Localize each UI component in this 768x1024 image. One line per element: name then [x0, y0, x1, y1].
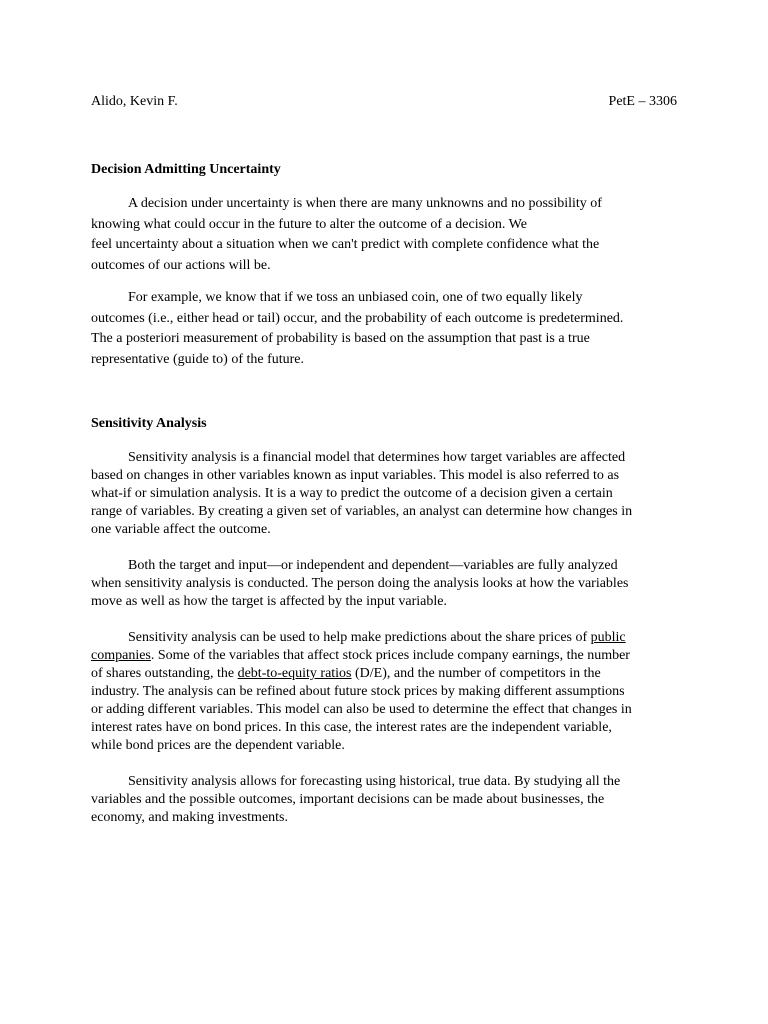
text-line: or adding different variables. This model can also be used to determine the effect that changes in [91, 702, 632, 717]
text-line [91, 665, 681, 683]
text-line: when sensitivity analysis is conducted. The person doing the analysis looks at how the variables [91, 576, 629, 591]
paragraph-variables [91, 557, 681, 611]
text-line: knowing what could occur in the future to alter the outcome of a decision. We [91, 216, 527, 232]
text-line: Sensitivity analysis allows for forecasting using historical, true data. By studying all the [128, 774, 621, 789]
text-line: For example, we know that if we toss an unbiased coin, one of two equally likely [128, 290, 583, 305]
text-segment: of shares outstanding, the [91, 666, 238, 681]
text-line: what-if or simulation analysis. It is a way to predict the outcome of a decision given a certain [91, 486, 613, 501]
text-line: variables and the possible outcomes, important decisions can be made about businesses, the [91, 792, 605, 807]
text-line: range of variables. By creating a given set of variables, an analyst can determine how changes in [91, 504, 633, 519]
author-name: Alido, Kevin F. [91, 94, 178, 109]
text-line: Both the target and input—or independent and dependent—variables are fully analyzed [128, 558, 618, 573]
course-code: PetE – 3306 [608, 94, 677, 109]
text-line: outcomes (i.e., either head or tail) occur, and the probability of each outcome is predetermined. [91, 310, 624, 326]
text-segment: Sensitivity analysis can be used to help make predictions about the share prices of [128, 630, 591, 645]
text-line: based on changes in other variables known as input variables. This model is also referred to as [91, 468, 620, 483]
public-companies-link-continued[interactable]: companies [91, 648, 151, 663]
text-segment: (D/E), and the number of competitors in the [351, 666, 601, 681]
paragraph-uncertainty-definition [91, 194, 681, 276]
text-line: industry. The analysis can be refined about future stock prices by making different assumptions [91, 684, 625, 699]
text-line: The a posteriori measurement of probability is based on the assumption that past is a true [91, 331, 590, 346]
text-line: Sensitivity analysis is a financial model that determines how target variables are affected [128, 450, 626, 465]
text-line: interest rates have on bond prices. In this case, the interest rates are the independent variable, [91, 720, 612, 735]
paragraph-share-prices [91, 629, 681, 755]
text-segment: . Some of the variables that affect stock prices include company earnings, the number [150, 648, 630, 663]
text-line: outcomes of our actions will be. [91, 257, 271, 273]
text-line: feel uncertainty about a situation when we can't predict with complete confidence what the [91, 237, 600, 252]
section-title-uncertainty: Decision Admitting Uncertainty [91, 162, 281, 177]
text-line: while bond prices are the dependent variable. [91, 738, 345, 753]
text-line [91, 647, 681, 665]
text-line: representative (guide to) of the future. [91, 351, 305, 367]
text-line: A decision under uncertainty is when there are many unknowns and no possibility of [128, 196, 602, 211]
paragraph-forecasting [91, 773, 681, 827]
debt-to-equity-link[interactable]: debt-to-equity ratios [237, 666, 352, 681]
paragraph-sensitivity-definition [91, 449, 681, 539]
text-line: move as well as how the target is affected by the input variable. [91, 594, 447, 609]
section-title-sensitivity: Sensitivity Analysis [91, 416, 207, 431]
public-companies-link[interactable]: public [590, 630, 626, 645]
text-line: one variable affect the outcome. [91, 522, 271, 537]
paragraph-coin-example [91, 288, 681, 370]
text-line [91, 629, 681, 647]
text-line: economy, and making investments. [91, 810, 288, 825]
